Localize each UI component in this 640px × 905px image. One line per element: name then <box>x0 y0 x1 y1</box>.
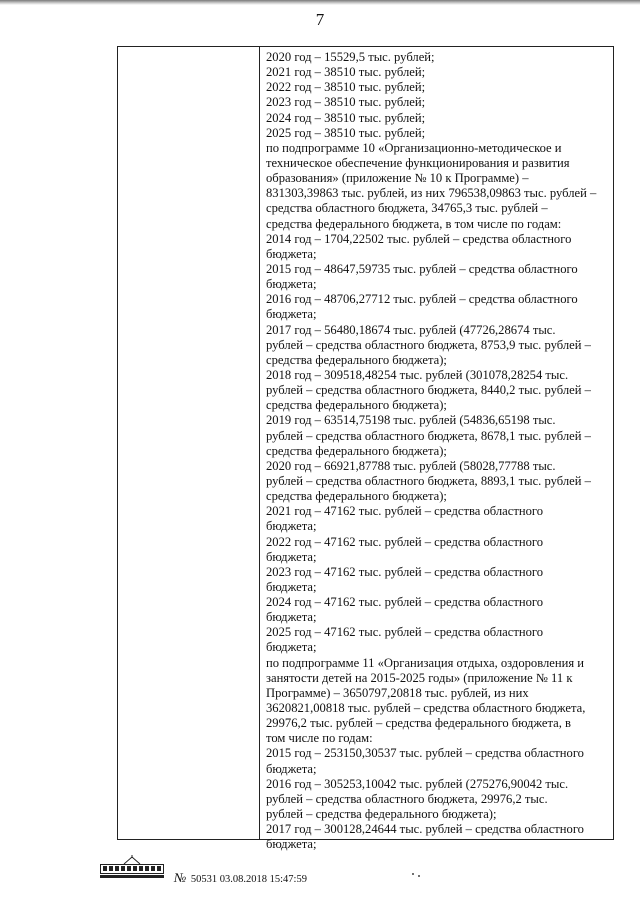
document-line: том числе по годам: <box>266 731 373 746</box>
document-line: 2014 год – 1704,22502 тыс. рублей – средства областного <box>266 231 572 246</box>
document-line: по подпрограмме 11 «Организация отдыха, оздоровления и <box>266 655 585 670</box>
document-line: 2017 год – 300128,24644 тыс. рублей – средства областного <box>266 822 584 837</box>
registration-sign: № <box>174 870 187 885</box>
scan-speck <box>412 873 414 875</box>
document-line: 2023 год – 38510 тыс. рублей; <box>266 95 426 110</box>
document-line: 2019 год – 63514,75198 тыс. рублей (54836,65198 тыс. <box>266 413 556 428</box>
document-line: 2023 год – 47162 тыс. рублей – средства областного <box>266 564 544 579</box>
document-line: занятости детей на 2015-2025 годы» (приложение № 11 к <box>266 670 573 685</box>
registration-number: 50531 <box>190 874 218 885</box>
document-line: 2015 год – 253150,30537 тыс. рублей – средства областного <box>266 746 584 761</box>
document-line: 831303,39863 тыс. рублей, из них 796538,09863 тыс. рублей – <box>266 186 597 201</box>
document-line: рублей – средства областного бюджета, 8440,2 тыс. рублей – <box>266 383 591 398</box>
document-line: рублей – средства областного бюджета, 8678,1 тыс. рублей – <box>266 428 591 443</box>
document-line: бюджета; <box>266 549 317 564</box>
document-line: 2024 год – 38510 тыс. рублей; <box>266 110 426 125</box>
document-line: 2020 год – 15529,5 тыс. рублей; <box>266 50 435 64</box>
document-line: техническое обеспечение функционирования и развития <box>266 155 570 170</box>
document-line: 2016 год – 48706,27712 тыс. рублей – средства областного <box>266 292 578 307</box>
document-line: средства федерального бюджета); <box>266 398 447 413</box>
document-line: бюджета; <box>266 277 317 292</box>
document-line: 2018 год – 309518,48254 тыс. рублей (301078,28254 тыс. <box>266 367 569 382</box>
document-line: 2017 год – 56480,18674 тыс. рублей (47726,28674 тыс. <box>266 322 556 337</box>
document-line: 2021 год – 47162 тыс. рублей – средства областного <box>266 504 544 519</box>
document-line: 2022 год – 38510 тыс. рублей; <box>266 80 426 95</box>
document-line: образования» (приложение № 10 к Программе) – <box>266 171 529 186</box>
table-right-column <box>266 50 611 852</box>
document-line: бюджета; <box>266 579 317 594</box>
scan-top-edge <box>0 0 640 5</box>
document-line: средства федерального бюджета); <box>266 489 447 504</box>
document-line: 2025 год – 38510 тыс. рублей; <box>266 125 426 140</box>
document-line: бюджета; <box>266 610 317 625</box>
document-line: средства областного бюджета, 34765,3 тыс. рублей – <box>266 201 548 216</box>
document-line: средства федерального бюджета, в том числе по годам: <box>266 216 562 231</box>
document-line: бюджета; <box>266 761 317 776</box>
scan-speck <box>418 875 420 877</box>
document-line: бюджета; <box>266 837 317 852</box>
document-line: 29976,2 тыс. рублей – средства федерального бюджета, в <box>266 716 571 731</box>
table-left-column <box>118 47 260 839</box>
page-number: 7 <box>315 10 325 29</box>
document-line: по подпрограмме 10 «Организационно-методическое и <box>266 140 562 155</box>
document-line: 3620821,00818 тыс. рублей – средства областного бюджета, <box>266 701 586 716</box>
document-line: бюджета; <box>266 246 317 261</box>
document-line: рублей – средства федерального бюджета); <box>266 807 497 822</box>
document-line: бюджета; <box>266 519 317 534</box>
document-line: средства федерального бюджета); <box>266 443 447 458</box>
document-line: 2016 год – 305253,10042 тыс. рублей (275276,90042 тыс. <box>266 776 569 791</box>
document-line: 2022 год – 47162 тыс. рублей – средства областного <box>266 534 544 549</box>
registration-footer <box>100 855 640 895</box>
document-line: Программе) – 3650797,20818 тыс. рублей, из них <box>266 685 529 700</box>
document-line: 2015 год – 48647,59735 тыс. рублей – средства областного <box>266 261 578 276</box>
document-line: 2025 год – 47162 тыс. рублей – средства областного <box>266 625 544 640</box>
document-line: бюджета; <box>266 307 317 322</box>
document-table <box>117 46 614 852</box>
document-line: 2024 год – 47162 тыс. рублей – средства областного <box>266 595 544 610</box>
registry-building-icon <box>100 855 164 879</box>
document-line: рублей – средства областного бюджета, 29976,2 тыс. <box>266 791 548 806</box>
document-line: бюджета; <box>266 640 317 655</box>
document-line: рублей – средства областного бюджета, 8753,9 тыс. рублей – <box>266 337 591 352</box>
document-line: рублей – средства областного бюджета, 8893,1 тыс. рублей – <box>266 473 591 488</box>
document-line: 2021 год – 38510 тыс. рублей; <box>266 65 426 80</box>
registration-datetime: 03.08.2018 15:47:59 <box>219 874 307 885</box>
document-line: 2020 год – 66921,87788 тыс. рублей (58028,77788 тыс. <box>266 458 556 473</box>
registration-stamp <box>174 870 307 886</box>
document-line: средства федерального бюджета); <box>266 352 447 367</box>
